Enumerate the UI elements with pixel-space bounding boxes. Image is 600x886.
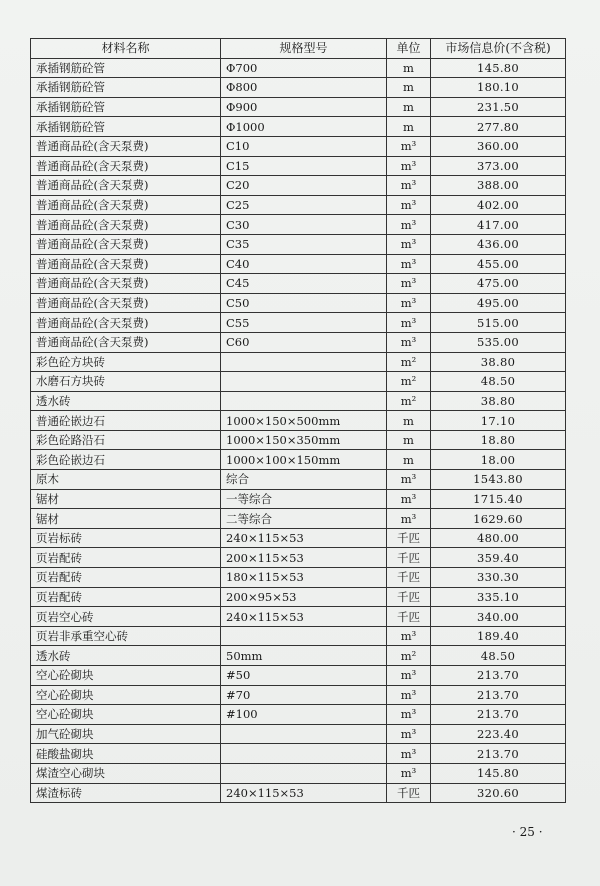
table-row [31,352,566,372]
table-row [31,117,566,137]
unit-cell: m³ [387,705,431,725]
specification-cell: 1000×150×500mm [221,411,387,431]
price-cell: 213.70 [431,744,566,764]
material-name-cell: 承插钢筋砼管 [31,78,221,98]
table-row [31,666,566,686]
material-name-cell: 页岩标砖 [31,528,221,548]
specification-cell: C45 [221,274,387,294]
specification-cell: C35 [221,234,387,254]
table-row [31,176,566,196]
unit-cell: m³ [387,313,431,333]
unit-cell: 千匹 [387,548,431,568]
material-name-cell: 页岩配砖 [31,568,221,588]
material-name-cell: 彩色砼路沿石 [31,430,221,450]
price-cell: 455.00 [431,254,566,274]
material-name-cell: 普通砼嵌边石 [31,411,221,431]
material-name-cell: 锯材 [31,509,221,529]
unit-cell: m² [387,646,431,666]
table-row [31,234,566,254]
price-cell: 213.70 [431,666,566,686]
specification-cell: C60 [221,332,387,352]
specification-cell: 综合 [221,470,387,490]
table-row [31,509,566,529]
price-cell: 223.40 [431,724,566,744]
table-row [31,705,566,725]
material-name-cell: 页岩配砖 [31,587,221,607]
table-row [31,626,566,646]
material-name-cell: 普通商品砼(含天泵费) [31,136,221,156]
unit-cell: m³ [387,489,431,509]
specification-cell: 1000×100×150mm [221,450,387,470]
unit-cell: m² [387,391,431,411]
specification-cell: 二等综合 [221,509,387,529]
specification-cell: Φ1000 [221,117,387,137]
table-row [31,136,566,156]
table-row [31,313,566,333]
table-row [31,685,566,705]
material-name-cell: 普通商品砼(含天泵费) [31,176,221,196]
price-cell: 402.00 [431,195,566,215]
price-cell: 359.40 [431,548,566,568]
price-cell: 231.50 [431,97,566,117]
table-row [31,58,566,78]
material-name-cell: 硅酸盐砌块 [31,744,221,764]
unit-cell: m [387,430,431,450]
unit-cell: m [387,411,431,431]
material-name-cell: 承插钢筋砼管 [31,58,221,78]
price-cell: 18.00 [431,450,566,470]
unit-cell: m³ [387,293,431,313]
specification-cell: 200×95×53 [221,587,387,607]
price-cell: 330.30 [431,568,566,588]
price-cell: 480.00 [431,528,566,548]
page-number: · 25 · [512,825,543,839]
unit-cell: m³ [387,176,431,196]
material-name-cell: 普通商品砼(含天泵费) [31,195,221,215]
unit-cell: m³ [387,274,431,294]
unit-cell: m² [387,352,431,372]
unit-cell: 千匹 [387,528,431,548]
unit-cell: m³ [387,626,431,646]
price-cell: 360.00 [431,136,566,156]
material-name-cell: 彩色砼嵌边石 [31,450,221,470]
price-cell: 180.10 [431,78,566,98]
table-row [31,587,566,607]
price-cell: 1629.60 [431,509,566,529]
material-name-cell: 空心砼砌块 [31,666,221,686]
unit-cell: m [387,58,431,78]
unit-cell: 千匹 [387,607,431,627]
unit-cell: m³ [387,470,431,490]
price-cell: 535.00 [431,332,566,352]
unit-cell: m³ [387,332,431,352]
price-cell: 48.50 [431,372,566,392]
specification-cell [221,724,387,744]
price-cell: 340.00 [431,607,566,627]
material-name-cell: 彩色砼方块砖 [31,352,221,372]
table-row [31,763,566,783]
specification-cell: #50 [221,666,387,686]
unit-cell: m³ [387,136,431,156]
price-cell: 1543.80 [431,470,566,490]
unit-cell: m² [387,372,431,392]
material-name-cell: 页岩空心砖 [31,607,221,627]
specification-cell: #70 [221,685,387,705]
price-cell: 17.10 [431,411,566,431]
table-row [31,274,566,294]
unit-cell: m³ [387,744,431,764]
table-row [31,470,566,490]
table-row [31,607,566,627]
unit-cell: m [387,97,431,117]
table-row [31,724,566,744]
material-name-cell: 空心砼砌块 [31,705,221,725]
table-row [31,332,566,352]
unit-cell: 千匹 [387,587,431,607]
table-row [31,372,566,392]
unit-cell: 千匹 [387,783,431,803]
table-row [31,646,566,666]
unit-cell: m³ [387,156,431,176]
table-row [31,156,566,176]
price-cell: 145.80 [431,58,566,78]
specification-cell: Φ700 [221,58,387,78]
unit-cell: m [387,450,431,470]
table-row [31,254,566,274]
table-row [31,97,566,117]
price-cell: 213.70 [431,705,566,725]
specification-cell [221,763,387,783]
material-name-cell: 加气砼砌块 [31,724,221,744]
unit-cell: m [387,78,431,98]
price-cell: 213.70 [431,685,566,705]
table-body [31,58,566,803]
table-row [31,195,566,215]
material-name-cell: 空心砼砌块 [31,685,221,705]
specification-cell [221,372,387,392]
material-name-cell: 普通商品砼(含天泵费) [31,274,221,294]
unit-cell: m³ [387,724,431,744]
header-specification: 规格型号 [221,39,387,59]
specification-cell: C40 [221,254,387,274]
price-cell: 277.80 [431,117,566,137]
table-row [31,78,566,98]
table-row [31,215,566,235]
unit-cell: m³ [387,685,431,705]
specification-cell: #100 [221,705,387,725]
specification-cell: C25 [221,195,387,215]
price-cell: 335.10 [431,587,566,607]
specification-cell: C15 [221,156,387,176]
table-row [31,293,566,313]
specification-cell: 180×115×53 [221,568,387,588]
header-unit: 单位 [387,39,431,59]
specification-cell: 50mm [221,646,387,666]
price-cell: 388.00 [431,176,566,196]
material-name-cell: 普通商品砼(含天泵费) [31,234,221,254]
specification-cell [221,626,387,646]
material-price-table [30,38,566,803]
material-name-cell: 煤渣标砖 [31,783,221,803]
price-cell: 515.00 [431,313,566,333]
price-cell: 1715.40 [431,489,566,509]
specification-cell: C55 [221,313,387,333]
material-name-cell: 水磨石方块砖 [31,372,221,392]
table-row [31,411,566,431]
material-name-cell: 页岩配砖 [31,548,221,568]
specification-cell: C20 [221,176,387,196]
price-cell: 373.00 [431,156,566,176]
material-name-cell: 普通商品砼(含天泵费) [31,293,221,313]
material-name-cell: 原木 [31,470,221,490]
specification-cell: 240×115×53 [221,528,387,548]
material-name-cell: 透水砖 [31,391,221,411]
price-cell: 475.00 [431,274,566,294]
material-name-cell: 承插钢筋砼管 [31,97,221,117]
table-header-row [31,39,566,59]
table-row [31,430,566,450]
material-name-cell: 普通商品砼(含天泵费) [31,332,221,352]
specification-cell [221,391,387,411]
unit-cell: m³ [387,254,431,274]
unit-cell: m³ [387,666,431,686]
price-cell: 189.40 [431,626,566,646]
material-name-cell: 页岩非承重空心砖 [31,626,221,646]
table-row [31,783,566,803]
specification-cell: Φ900 [221,97,387,117]
specification-cell [221,744,387,764]
material-name-cell: 普通商品砼(含天泵费) [31,156,221,176]
unit-cell: m³ [387,509,431,529]
specification-cell [221,352,387,372]
price-cell: 417.00 [431,215,566,235]
specification-cell: 240×115×53 [221,607,387,627]
price-cell: 320.60 [431,783,566,803]
material-name-cell: 锯材 [31,489,221,509]
table-row [31,528,566,548]
price-cell: 38.80 [431,352,566,372]
header-market-price: 市场信息价(不含税) [431,39,566,59]
unit-cell: m [387,117,431,137]
price-cell: 18.80 [431,430,566,450]
specification-cell: C50 [221,293,387,313]
unit-cell: 千匹 [387,568,431,588]
unit-cell: m³ [387,195,431,215]
table-row [31,548,566,568]
table-row [31,568,566,588]
price-cell: 48.50 [431,646,566,666]
material-name-cell: 普通商品砼(含天泵费) [31,313,221,333]
material-name-cell: 普通商品砼(含天泵费) [31,254,221,274]
header-material-name: 材料名称 [31,39,221,59]
specification-cell: C30 [221,215,387,235]
specification-cell: 一等综合 [221,489,387,509]
specification-cell: C10 [221,136,387,156]
material-name-cell: 煤渣空心砌块 [31,763,221,783]
specification-cell: 1000×150×350mm [221,430,387,450]
specification-cell: 200×115×53 [221,548,387,568]
price-cell: 436.00 [431,234,566,254]
price-cell: 145.80 [431,763,566,783]
table-row [31,489,566,509]
table-row [31,744,566,764]
table-row [31,450,566,470]
table-row [31,391,566,411]
unit-cell: m³ [387,215,431,235]
unit-cell: m³ [387,234,431,254]
material-name-cell: 普通商品砼(含天泵费) [31,215,221,235]
specification-cell: Φ800 [221,78,387,98]
specification-cell: 240×115×53 [221,783,387,803]
unit-cell: m³ [387,763,431,783]
price-cell: 38.80 [431,391,566,411]
material-name-cell: 承插钢筋砼管 [31,117,221,137]
material-name-cell: 透水砖 [31,646,221,666]
price-cell: 495.00 [431,293,566,313]
